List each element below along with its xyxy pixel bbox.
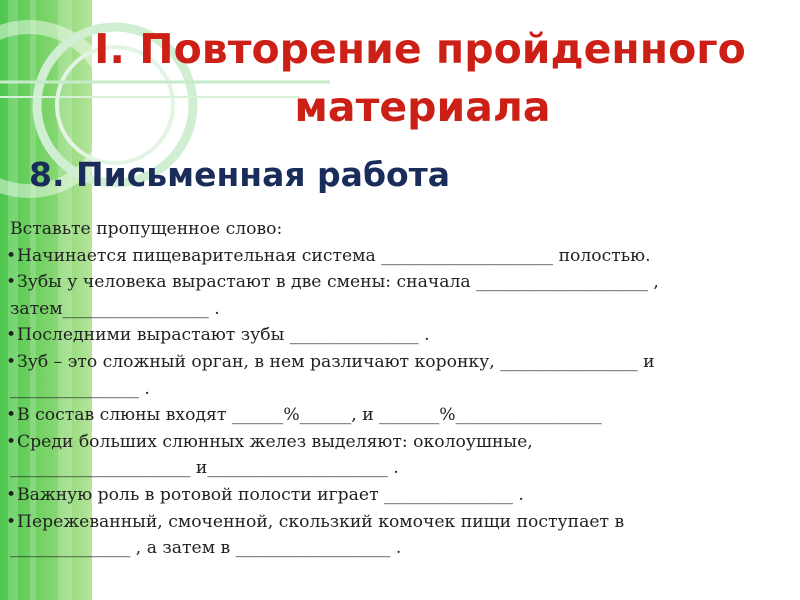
- exercise-item: [6, 509, 796, 536]
- bullet-icon: •: [6, 431, 17, 452]
- exercise-item-text: Пережеванный, смоченной, скользкий комочек пищи поступает в: [17, 511, 625, 532]
- title-line-1-text: Повторение пройденного: [125, 25, 746, 73]
- bullet-icon: •: [6, 325, 17, 346]
- exercise-item-text: _______________ .: [10, 378, 150, 399]
- bullet-icon: •: [6, 511, 17, 532]
- exercise-item: [6, 322, 796, 349]
- exercise-item-text: Последними вырастают зубы _______________ .: [17, 325, 430, 346]
- exercise-item-text: Среди больших слюнных желез выделяют: околоушные,: [17, 431, 533, 452]
- title-line-2: материала: [294, 83, 551, 131]
- page-title: [0, 20, 800, 136]
- exercise-lines: [6, 243, 796, 562]
- exercise-item: [6, 482, 796, 509]
- bullet-icon: •: [6, 245, 17, 266]
- exercise-item: [6, 349, 796, 376]
- exercise-text: [6, 216, 796, 562]
- exercise-item-text: затем_________________ .: [10, 298, 220, 319]
- exercise-continuation-line: [6, 376, 796, 403]
- exercise-item-text: В состав слюны входят ______%______, и _______%_________________: [17, 405, 602, 426]
- exercise-item-text: ______________ , а затем в __________________ .: [10, 538, 402, 559]
- section-subtitle: 8. Письменная работа: [29, 155, 451, 194]
- title-number: I.: [94, 25, 125, 73]
- exercise-intro: Вставьте пропущенное слово:: [10, 219, 283, 239]
- bullet-icon: •: [6, 272, 17, 293]
- exercise-item: [6, 243, 796, 270]
- exercise-item-text: Начинается пищеварительная система ____________________ полостью.: [17, 245, 651, 266]
- exercise-item-text: Зуб – это сложный орган, в нем различают коронку, ________________ и: [17, 351, 655, 372]
- exercise-item: [6, 269, 796, 296]
- exercise-item: [6, 429, 796, 456]
- exercise-continuation-line: [6, 535, 796, 562]
- exercise-continuation-line: [6, 455, 796, 482]
- exercise-item: [6, 402, 796, 429]
- bullet-icon: •: [6, 484, 17, 505]
- exercise-item-text: Важную роль в ротовой полости играет _______________ .: [17, 484, 524, 505]
- exercise-item-text: Зубы у человека вырастают в две смены: сначала ____________________ ,: [17, 272, 659, 293]
- exercise-continuation-line: [6, 296, 796, 323]
- title-line-1: [0, 20, 800, 78]
- exercise-item-text: _____________________ и_____________________ .: [10, 458, 399, 479]
- bullet-icon: •: [6, 405, 17, 426]
- bullet-icon: •: [6, 351, 17, 372]
